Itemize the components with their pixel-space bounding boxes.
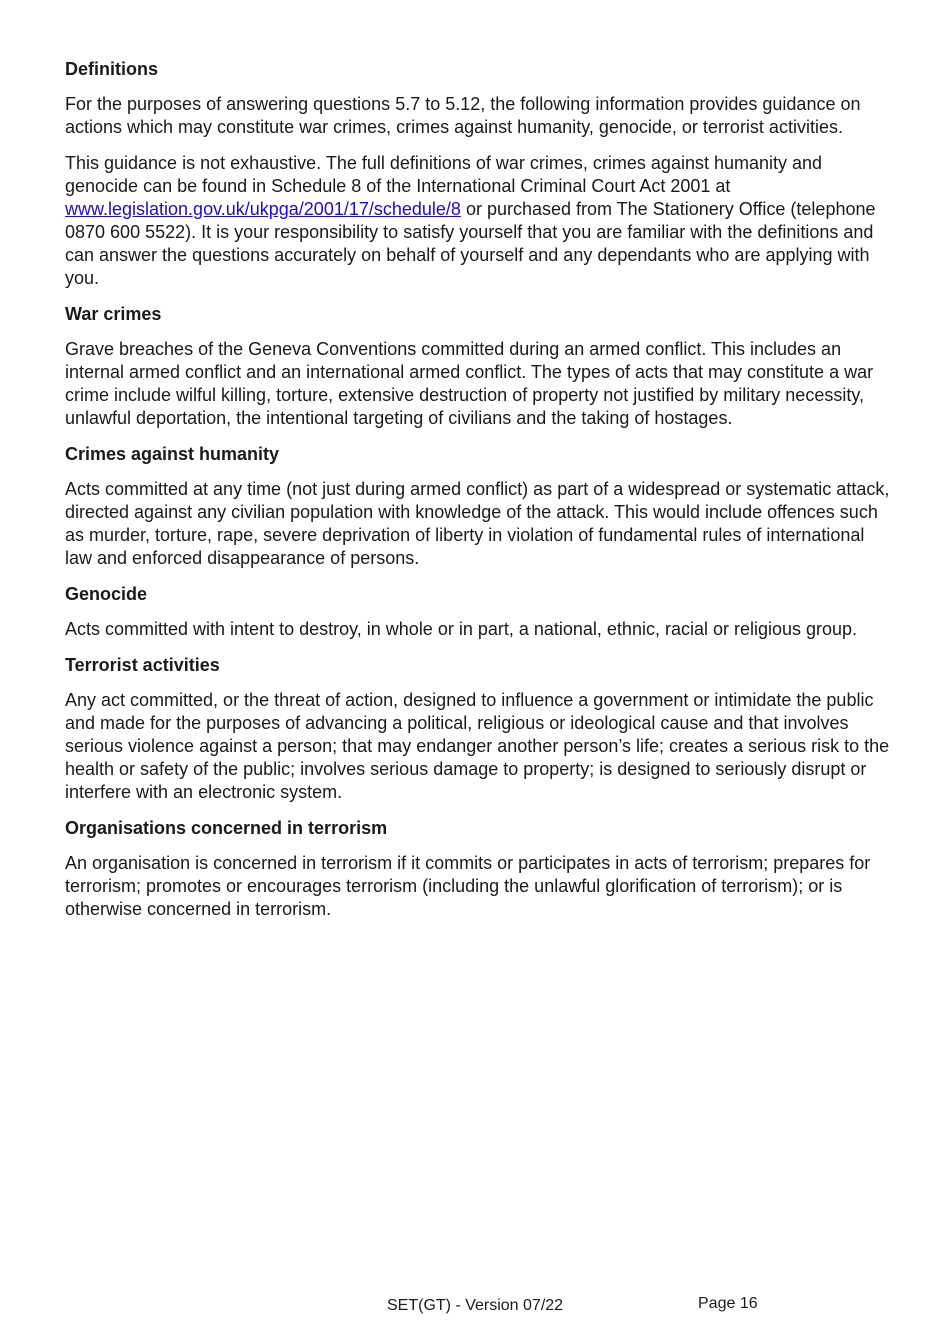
definitions-p2-text-before: This guidance is not exhaustive. The full definitions of war crimes, crimes against humanity and genocide can be found in Schedule 8 of the International Criminal Court Act 2001 at: [65, 153, 823, 196]
definitions-paragraph-1: For the purposes of answering questions 5.7 to 5.12, the following information provides guidance on actions which may constitute war crimes, crimes against humanity, genocide, or terrorist activities.: [65, 94, 861, 137]
war-crimes-paragraph: Grave breaches of the Geneva Conventions committed during an armed conflict. This includes an internal armed conflict and an international armed conflict. The types of acts that may constitute a war crime include wilful killing, torture, extensive destruction of property not justified by military necessity, unlawful deportation, the intentional targeting of civilians and the taking of hostages.: [65, 339, 874, 428]
terrorist-activities-paragraph: Any act committed, or the threat of action, designed to influence a government or intimidate the public and made for the purposes of advancing a political, religious or ideological cause and that involves serious violence against a person; that may endanger another person’s life; creates a serious risk to the health or safety of the public; involves serious damage to property; is designed to seriously disrupt or interfere with an electronic system.: [65, 690, 890, 802]
definitions-heading: Definitions: [65, 59, 158, 79]
war-crimes-heading: War crimes: [65, 304, 162, 324]
organisations-paragraph: An organisation is concerned in terrorism if it commits or participates in acts of terrorism; prepares for terrorism; promotes or encourages terrorism (including the unlawful glorification of terrorism); or is otherwise concerned in terrorism.: [65, 853, 871, 919]
footer-page-number: Page 16: [698, 1295, 758, 1312]
crimes-against-humanity-paragraph: Acts committed at any time (not just during armed conflict) as part of a widespread or systematic attack, directed against any civilian population with knowledge of the attack. This would include offences such as murder, torture, rape, severe deprivation of liberty in violation of fundamental rules of international law and enforced disappearance of persons.: [65, 479, 890, 568]
legislation-link[interactable]: www.legislation.gov.uk/ukpga/2001/17/schedule/8: [65, 199, 461, 219]
footer-version: SET(GT) - Version 07/22: [387, 1297, 564, 1314]
genocide-heading: Genocide: [65, 584, 148, 604]
genocide-paragraph: Acts committed with intent to destroy, in whole or in part, a national, ethnic, racial or religious group.: [65, 619, 858, 639]
crimes-against-humanity-heading: Crimes against humanity: [65, 444, 280, 464]
definitions-paragraph-2: [65, 152, 890, 290]
document-body: [65, 58, 890, 934]
terrorist-activities-heading: Terrorist activities: [65, 655, 220, 675]
definitions-p2-text-after: or purchased from The Stationery Office (telephone 0870 600 5522). It is your responsibility to satisfy yourself that you are familiar with the definitions and can answer the questions accurately on behalf of yourself and any dependants who are applying with you.: [65, 199, 876, 288]
organisations-heading: Organisations concerned in terrorism: [65, 818, 388, 838]
